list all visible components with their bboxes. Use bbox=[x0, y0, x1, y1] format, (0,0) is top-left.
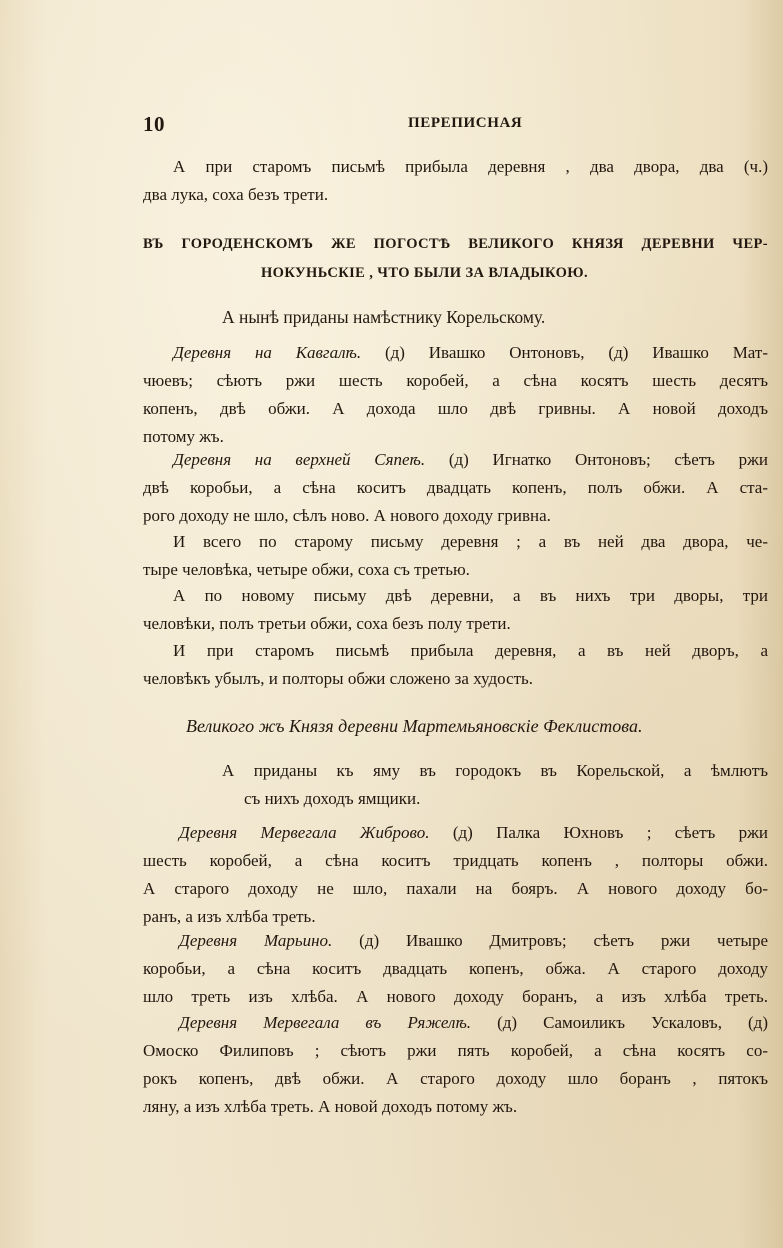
entry-title: Деревня Мервегала Жиброво. bbox=[179, 823, 430, 842]
text-line: человѣки, полъ третьи обжи, соха безъ полу трети. bbox=[143, 614, 511, 633]
text-line: тыре человѣка, четыре обжи, соха съ третью. bbox=[143, 560, 470, 579]
text-line: рокъ копенъ, двѣ обжи. А старого доходу шло боранъ , пятокъ bbox=[143, 1069, 768, 1088]
section-heading-italic: Великого жъ Князя деревни Мартемьяновскіе Феклистова. bbox=[186, 716, 643, 736]
intro-paragraph bbox=[143, 153, 768, 237]
page-number: 10 bbox=[143, 112, 165, 136]
section-subheading: А нынѣ приданы намѣстнику Корельскому. bbox=[222, 307, 546, 327]
text-line: человѣкъ убылъ, и полторы обжи сложено за худость. bbox=[143, 669, 534, 688]
text-line: Омоско Филиповъ ; сѣютъ ржи пять коробей, а сѣна косятъ со- bbox=[143, 1041, 768, 1060]
text-line: Деревня Мервегала Жиброво. (д) Палка Юхновъ ; сѣетъ ржи bbox=[179, 823, 769, 842]
entry-title: Деревня Марьино. bbox=[179, 931, 333, 950]
text-line: А при старомъ письмѣ прибыла деревня , два двора, два (ч.) bbox=[173, 157, 768, 176]
text-line: А по новому письму двѣ деревни, а въ нихъ три дворы, три bbox=[173, 586, 768, 605]
text-line: И всего по старому письму деревня ; а въ ней два двора, че- bbox=[173, 532, 768, 551]
text-line: чюевъ; сѣютъ ржи шесть коробей, а сѣна косятъ шесть десятъ bbox=[143, 371, 768, 390]
text-line: коробьи, а сѣна коситъ двадцать копенъ, обжа. А старого доходу bbox=[143, 959, 768, 978]
text-line: шесть коробей, а сѣна коситъ тридцать копенъ , полторы обжи. bbox=[143, 851, 768, 870]
text-line: А старого доходу не шло, пахали на бояръ. А нового доходу бо- bbox=[143, 879, 768, 898]
entry-title: Деревня Мервегала въ Ряжелѣ. bbox=[179, 1013, 472, 1032]
entry-title: Деревня на Кавгалѣ. bbox=[173, 343, 362, 362]
total-paragraph bbox=[143, 637, 768, 721]
text-line: копенъ, двѣ обжи. А дохода шло двѣ гривны. А новой доходъ bbox=[143, 399, 768, 418]
running-head: ПЕРЕПИСНАЯ bbox=[408, 115, 523, 131]
text-line: Деревня на Кавгалѣ. (д) Ивашко Онтоновъ, (д) Ивашко Мат- bbox=[173, 343, 769, 362]
text-line: потому жъ. bbox=[143, 427, 224, 446]
text-line: Деревня Марьино. (д) Ивашко Дмитровъ; сѣетъ ржи четыре bbox=[179, 931, 769, 950]
text-line: ранъ, а изъ хлѣба треть. bbox=[143, 907, 316, 926]
heading-line: НОКУНЬСКІЕ , ЧТО БЫЛИ ЗА ВЛАДЫКОЮ. bbox=[261, 265, 588, 281]
text-line: ляну, а изъ хлѣба треть. А новой доходъ потому жъ. bbox=[143, 1097, 518, 1116]
text-line: И при старомъ письмѣ прибыла деревня, а въ ней дворъ, а bbox=[173, 641, 768, 660]
text-line: Деревня Мервегала въ Ряжелѣ. (д) Самоиликъ Ускаловъ, (д) bbox=[179, 1013, 768, 1032]
heading-line: ВЪ ГОРОДЕНСКОМЪ ЖЕ ПОГОСТѢ ВЕЛИКОГО КНЯЗЯ ДЕРЕВНИ ЧЕР- bbox=[143, 236, 768, 252]
section-heading bbox=[143, 230, 768, 288]
text-line: А приданы къ яму въ городокъ въ Корельской, а ѣмлютъ bbox=[222, 761, 768, 780]
entry-paragraph bbox=[143, 1009, 768, 1149]
text-line: Деревня на верхней Сяпеѣ. (д) Игнатко Онтоновъ; сѣетъ ржи bbox=[173, 450, 768, 469]
page-header bbox=[0, 112, 783, 138]
text-line: два лука, соха безъ трети. bbox=[143, 185, 329, 204]
entry-title: Деревня на верхней Сяпеѣ. bbox=[173, 450, 426, 469]
text-line: шло треть изъ хлѣба. А нового доходу боранъ, а изъ хлѣба треть. bbox=[143, 987, 768, 1006]
text-line: рого доходу не шло, сѣлъ ново. А нового доходу гривна. bbox=[143, 506, 551, 525]
text-line: съ нихъ доходъ ямщики. bbox=[244, 789, 421, 808]
text-line: двѣ коробьи, а сѣна коситъ двадцать копенъ, полъ обжи. А ста- bbox=[143, 478, 768, 497]
